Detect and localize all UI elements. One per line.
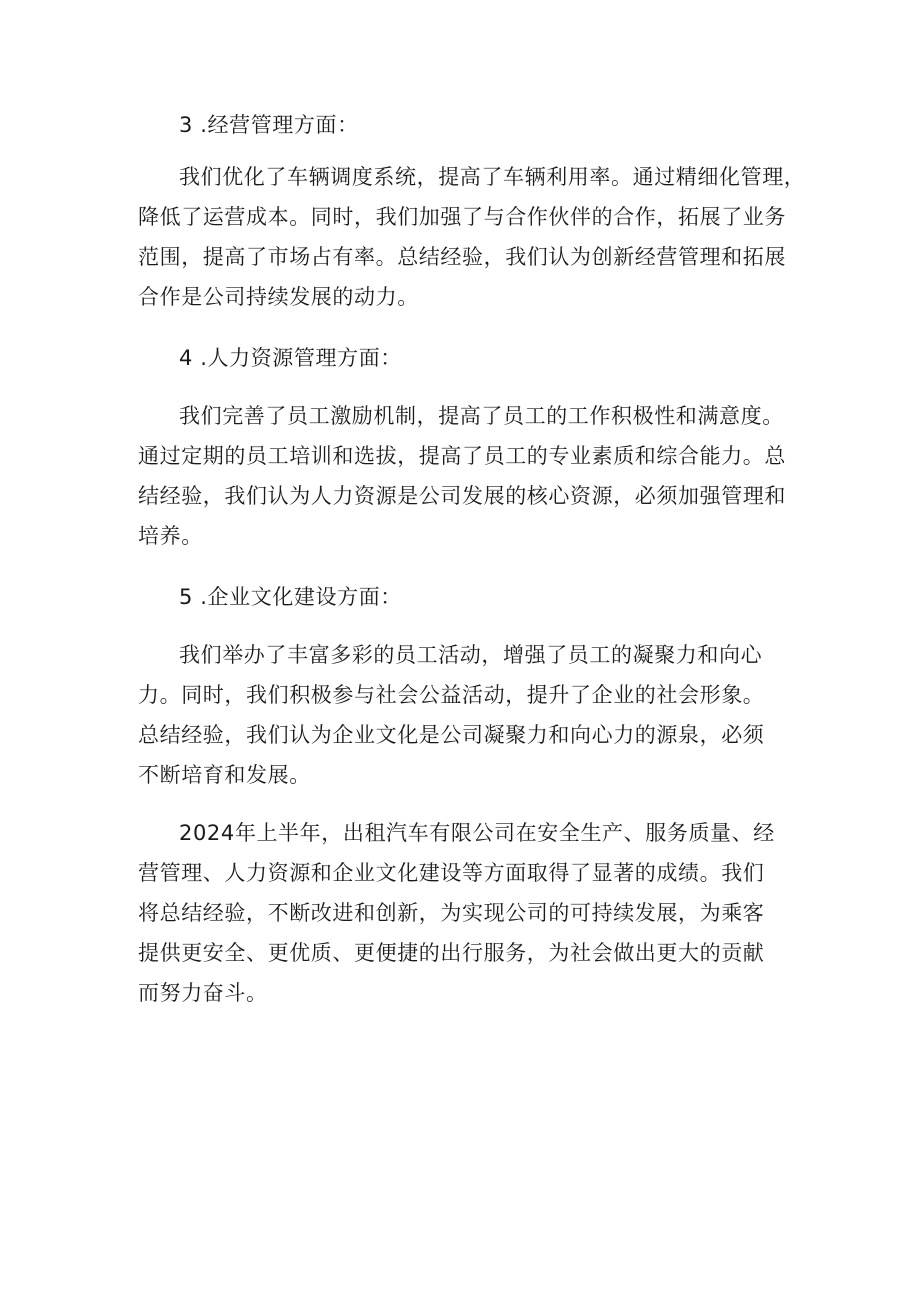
paragraph-line: 降低了运营成本。同时，我们加强了与合作伙伴的合作，拓展了业务: [138, 205, 786, 229]
paragraph-line: 营管理、人力资源和企业文化建设等方面取得了显著的成绩。我们: [138, 861, 765, 885]
paragraph-line: 2024年上半年，出租汽车有限公司在安全生产、服务质量、经: [179, 821, 775, 845]
paragraph-line: 将总结经验，不断改进和创新，为实现公司的可持续发展，为乘客: [138, 901, 765, 925]
paragraph-line: 结经验，我们认为人力资源是公司发展的核心资源，必须加强管理和: [138, 484, 786, 508]
paragraph-line: 范围，提高了市场占有率。总结经验，我们认为创新经营管理和拓展: [138, 245, 786, 269]
paragraph-line: 提供更安全、更优质、更便捷的出行服务，为社会做出更大的贡献: [138, 941, 765, 965]
paragraph-line: 我们完善了员工激励机制，提高了员工的工作积极性和满意度。: [179, 404, 784, 428]
paragraph-line: 而努力奋斗。: [138, 981, 268, 1005]
paragraph-line: 力。同时，我们积极参与社会公益活动，提升了企业的社会形象。: [138, 683, 765, 707]
paragraph-line: 总结经验，我们认为企业文化是公司凝聚力和向心力的源泉，必须: [138, 723, 765, 747]
paragraph-line: 不断培育和发展。: [138, 763, 311, 787]
section-heading: 5 .企业文化建设方面：: [179, 585, 402, 609]
paragraph-line: 我们优化了车辆调度系统，提高了车辆利用率。通过精细化管理，: [179, 165, 806, 189]
paragraph-line: 我们举办了丰富多彩的员工活动，增强了员工的凝聚力和向心: [179, 643, 763, 667]
paragraph-line: 合作是公司持续发展的动力。: [138, 285, 419, 309]
paragraph-line: 培养。: [138, 524, 203, 548]
section-heading: 3 .经营管理方面：: [179, 113, 359, 137]
section-heading: 4 .人力资源管理方面：: [179, 346, 402, 370]
paragraph-line: 通过定期的员工培训和选拔，提高了员工的专业素质和综合能力。总: [138, 444, 786, 468]
